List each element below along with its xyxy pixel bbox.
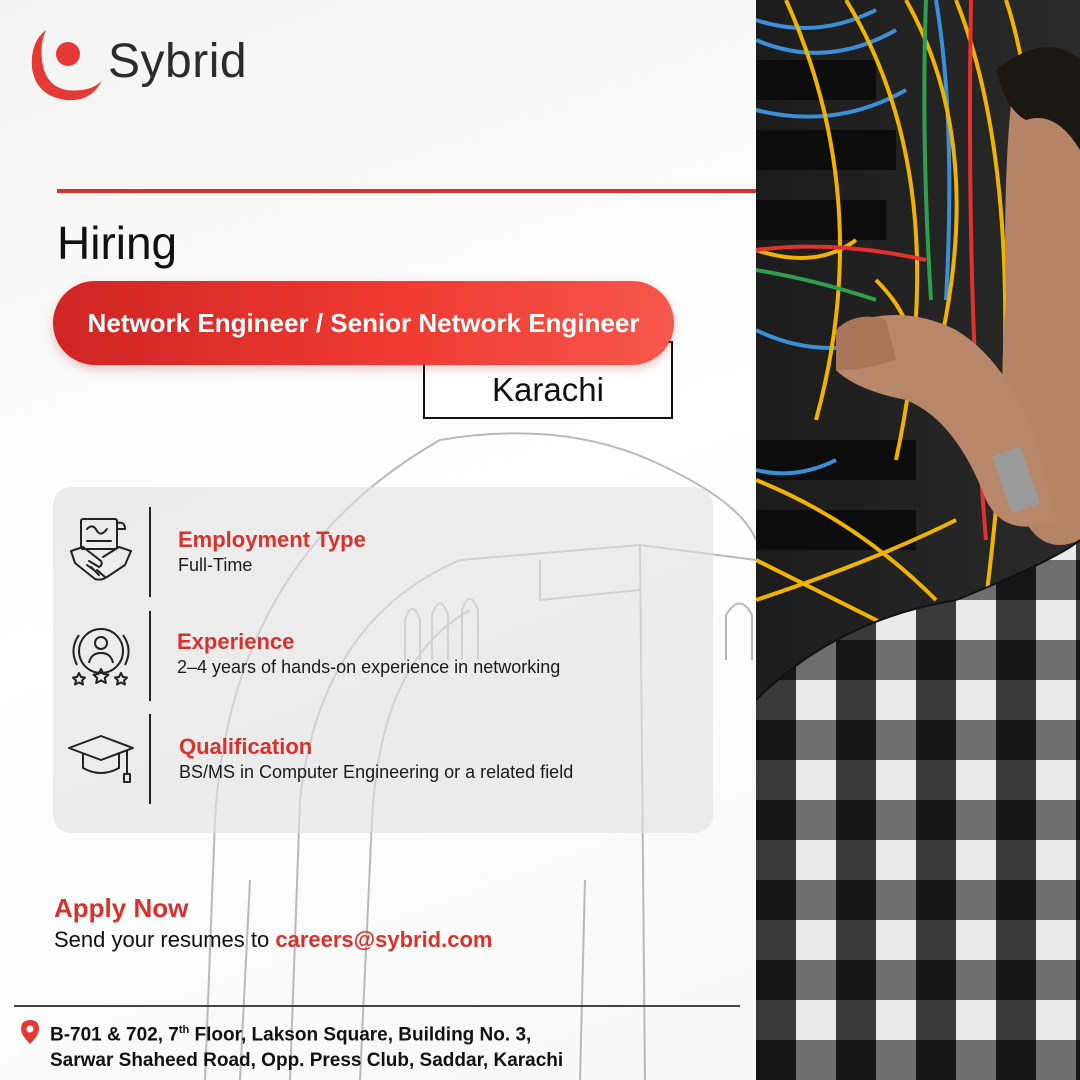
address-line-2: Sarwar Shaheed Road, Opp. Press Club, Saddar, Karachi [50,1050,564,1072]
experience-badge-icon [67,621,135,689]
apply-now-heading: Apply Now [54,893,189,923]
row-divider [149,714,151,804]
job-details-card [53,487,713,833]
sybrid-logo-icon [26,24,106,104]
job-title-pill: Network Engineer / Senior Network Engineer [53,281,674,365]
brand-name: Sybrid [108,34,248,88]
brand-logo [26,24,247,104]
graduation-cap-icon [67,726,135,794]
address-line-1-start: B-701 & 702, 7 [50,1024,179,1046]
handshake-contract-icon [67,515,135,583]
detail-experience [53,611,713,701]
address-line-1-sup: th [178,1024,190,1036]
detail-label: Experience [177,629,295,654]
apply-text: Send your resumes to [54,927,276,952]
footer-divider [14,1005,740,1007]
network-technician-photo [756,0,1080,1080]
detail-employment-type [53,507,713,597]
detail-label: Qualification [179,734,313,759]
apply-instructions [54,927,492,953]
detail-label: Employment Type [178,527,366,552]
accent-divider [57,189,756,193]
address-text [50,1017,563,1074]
office-address [20,1017,563,1074]
location-box: Karachi [423,341,673,419]
location-pin-icon [20,1019,40,1045]
hiring-heading: Hiring [57,217,178,269]
server-rack-cables-image [756,0,1080,1080]
careers-email-link[interactable]: careers@sybrid.com [275,927,493,952]
row-divider [149,611,151,701]
address-line-1 [50,1017,563,1048]
row-divider [149,507,151,597]
detail-value: 2–4 years of hands-on experience in networking [177,657,561,677]
detail-value: BS/MS in Computer Engineering or a related field [179,762,574,782]
address-line-1-end: Floor, Lakson Square, Building No. 3, [189,1024,532,1046]
detail-qualification [53,714,713,804]
detail-value: Full-Time [178,555,253,575]
